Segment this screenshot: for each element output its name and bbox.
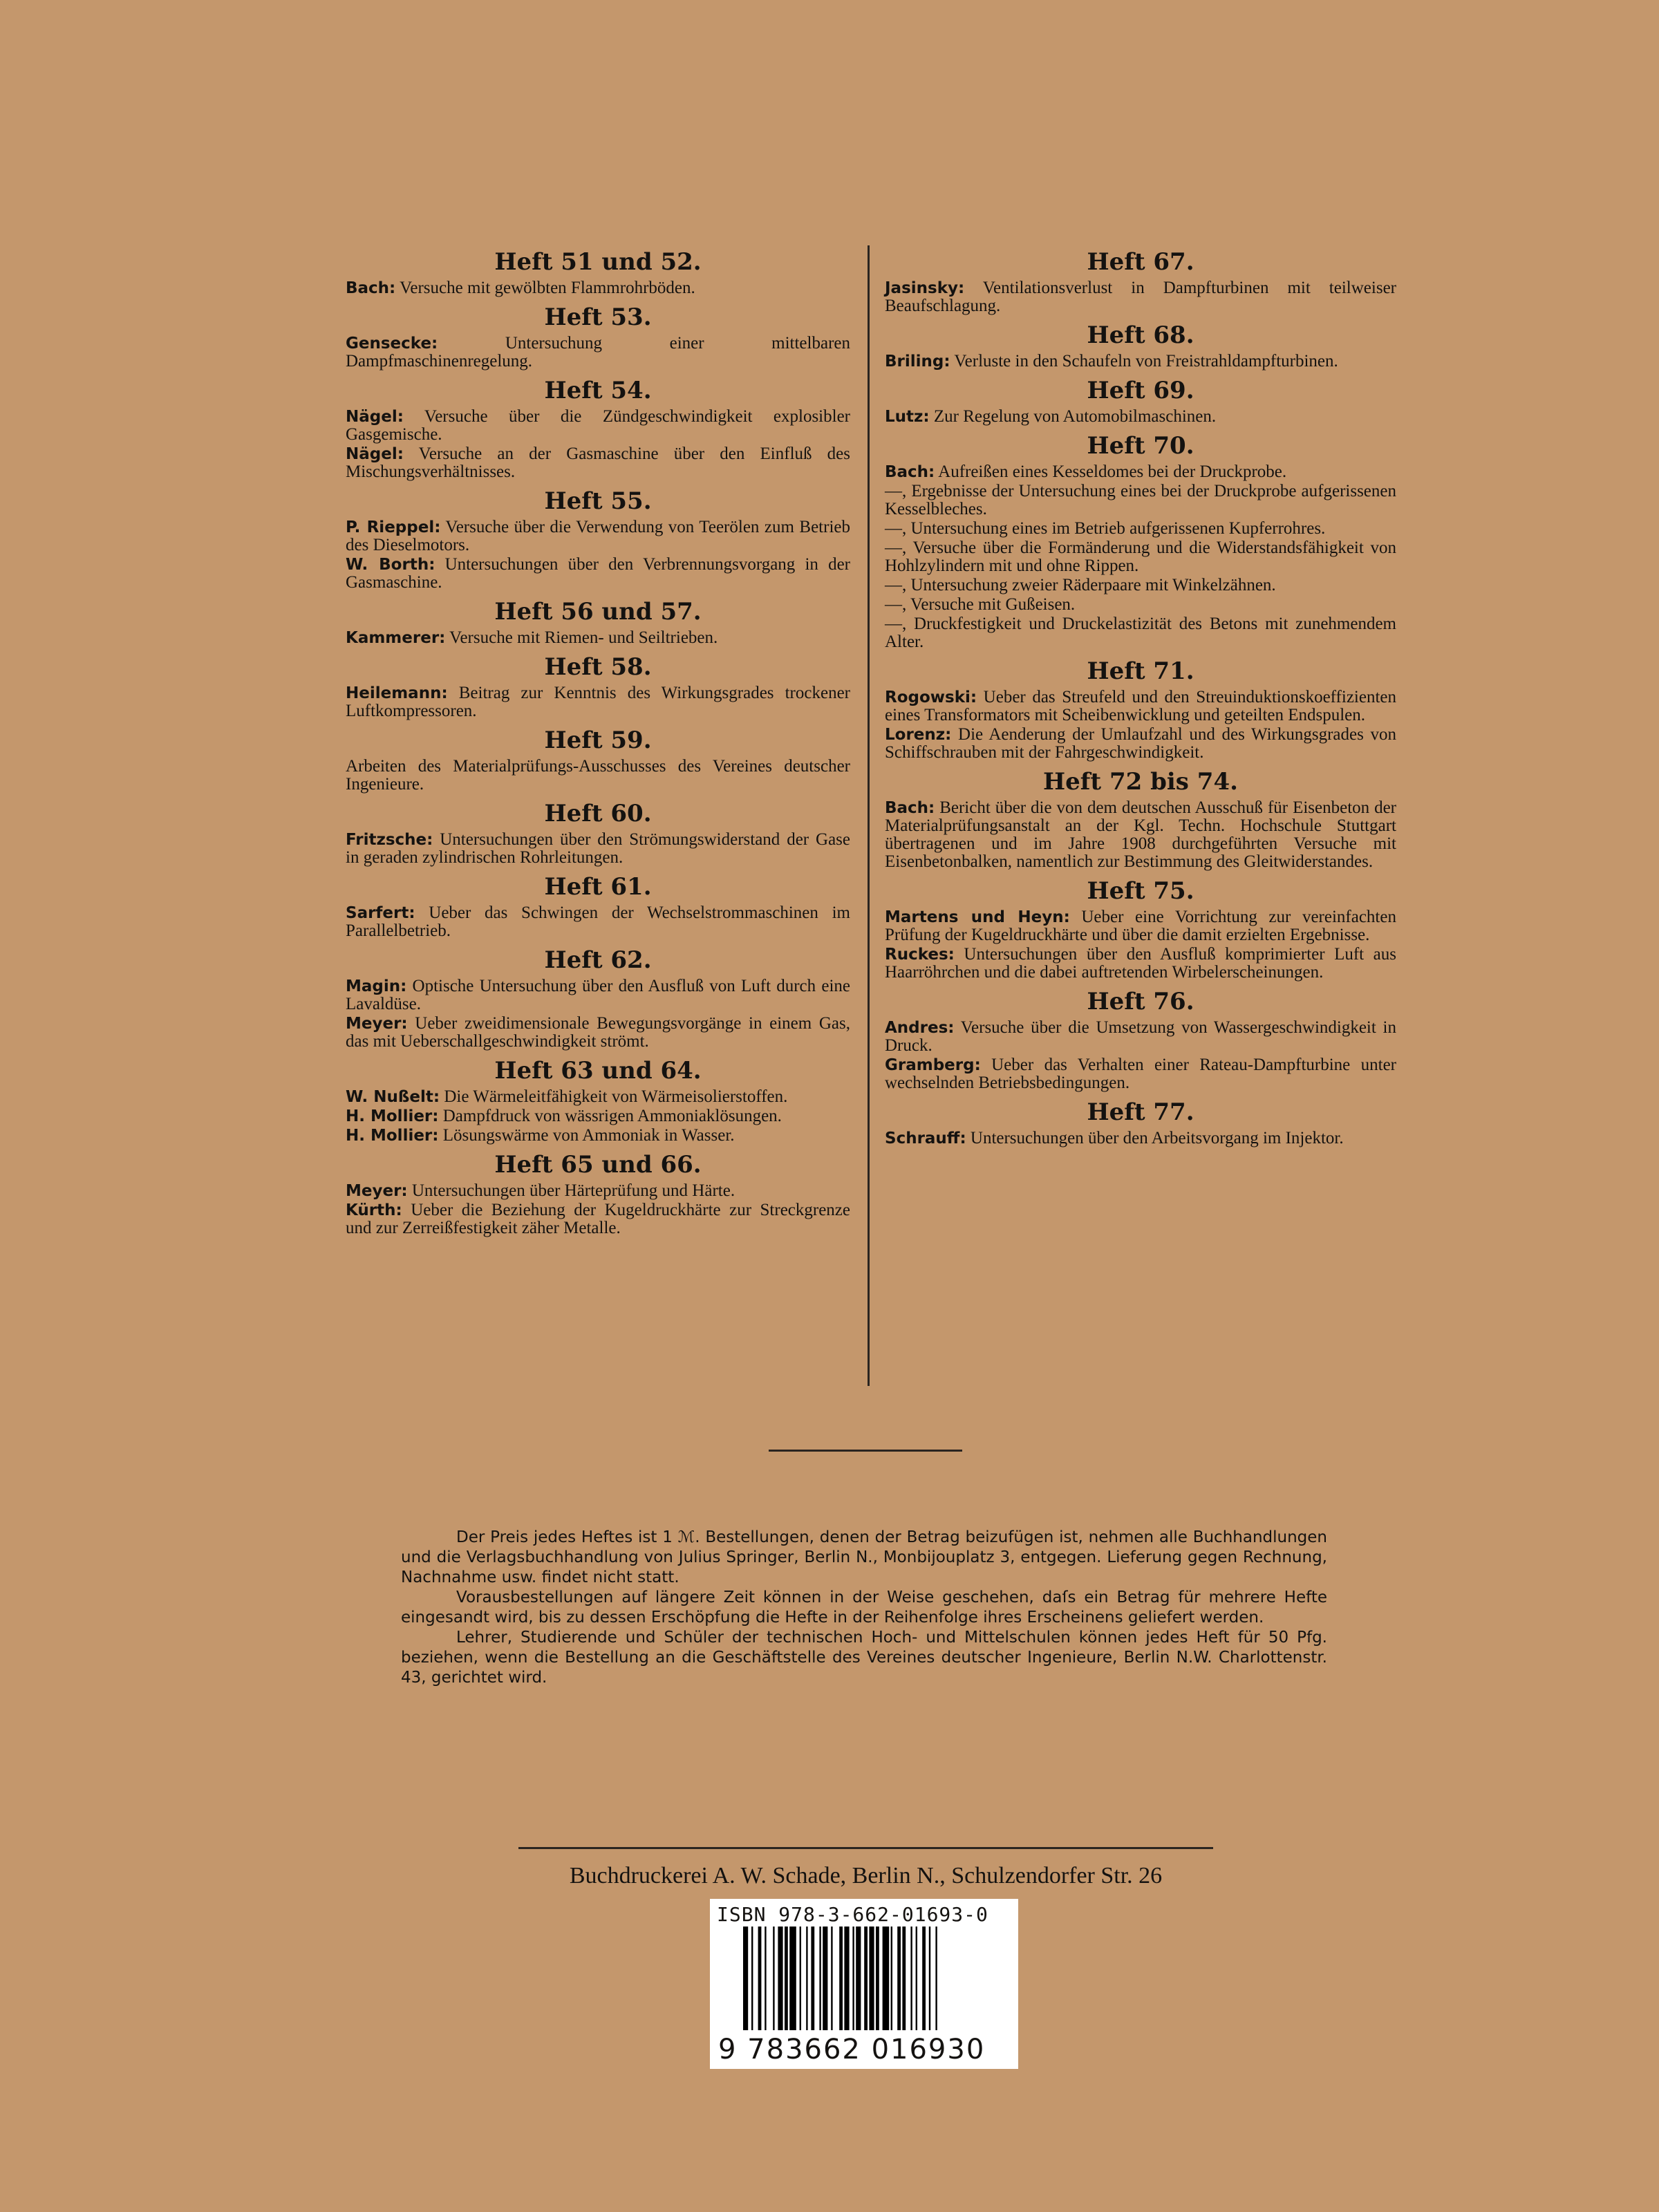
heft-title: Heft 60. [544, 800, 652, 827]
heft-title: Heft 65 und 66. [494, 1151, 702, 1179]
entry-author: Bach: [346, 279, 396, 297]
entry-text: Untersuchungen über den Verbrennungsvorgang in der Gasmaschine. [346, 555, 850, 592]
heft-entry [885, 908, 1396, 944]
entry-text: Lösungswärme von Ammoniak in Wasser. [438, 1126, 735, 1145]
heft-entry [346, 1182, 850, 1200]
barcode-bar [800, 1927, 801, 2030]
heft-title: Heft 77. [1087, 1098, 1194, 1126]
entry-text: Ueber zweidimensionale Bewegungsvorgänge in einem Gas, das mit Ueberschallgeschwindigkeit strömt. [346, 1014, 850, 1051]
barcode-bar [831, 1927, 832, 2030]
entry-text: Versuche an der Gasmaschine über den Einfluß des Mischungsverhältnisses. [346, 444, 850, 481]
entry-text: Ueber das Verhalten einer Rateau-Dampfturbine unter wechselnden Betriebsbedingungen. [885, 1056, 1396, 1092]
entry-author: Ruckes: [885, 946, 955, 964]
heft-title: Heft 56 und 57. [494, 598, 702, 626]
entry-text: Arbeiten des Materialprüfungs-Ausschusses des Vereines deutscher Ingenieure. [346, 757, 850, 794]
entry-author: Heilemann: [346, 684, 448, 702]
heft-entry [346, 758, 850, 794]
entry-author: Jasinsky: [885, 279, 965, 297]
heft-entry [346, 518, 850, 554]
right-column [885, 242, 1396, 1149]
heft-entry [885, 520, 1396, 538]
heft-entry [885, 463, 1396, 481]
entry-author: Nägel: [346, 445, 404, 463]
barcode-bar [844, 1927, 849, 2030]
entry-text: Ueber das Streufeld und den Streuinduktionskoeffizienten eines Transformators mit Scheibenwicklung und geteilten Endspulen. [885, 688, 1396, 724]
entry-author: Bach: [885, 463, 935, 481]
barcode-bar [864, 1927, 868, 2030]
heft-title: Heft 62. [544, 946, 652, 974]
barcode-bar [883, 1927, 890, 2030]
entry-text: Ventilationsverlust in Dampfturbinen mit teilweiser Beaufschlagung. [885, 279, 1396, 315]
barcode-digits: 9 783662 016930 [718, 2034, 986, 2065]
barcode-bar [910, 1927, 912, 2030]
heft-title: Heft 72 bis 74. [1043, 768, 1238, 796]
barcode-bar [811, 1927, 814, 2030]
entry-author: P. Rieppel: [346, 518, 441, 536]
notice-paragraph-price: Der Preis jedes Heftes ist 1 ℳ. Bestellungen, denen der Betrag beizufügen ist, nehmen alle Buchhandlungen und die Verlagsbuchhandlung von Julius Springer, Berlin N., Monbijouplatz 3, entgegen. Lieferung gegen Rechnung, Nachnahme usw. findet nicht statt. [401, 1528, 1327, 1586]
entry-text: Die Wärmeleitfähigkeit von Wärmeisolierstoffen. [440, 1087, 788, 1106]
heft-title: Heft 58. [544, 653, 652, 681]
heft-entry [346, 1107, 850, 1125]
heft-entry [346, 279, 850, 297]
entry-author: Kürth: [346, 1201, 402, 1219]
barcode-bar [852, 1927, 854, 2030]
heft-title: Heft 68. [1087, 321, 1194, 349]
heft-entry [885, 615, 1396, 651]
barcode-bar [916, 1927, 917, 2030]
notice-paragraph-students: Lehrer, Studierende und Schüler der technischen Hoch- und Mittelschulen können jedes Heft für 50 Pfg. beziehen, wenn die Bestellung an die Geschäftstelle des Vereines deutscher Ingenieure, Berlin N.W. Charlottenstr. 43, gerichtet wird. [401, 1629, 1327, 1687]
heft-title: Heft 55. [544, 487, 652, 515]
heft-entry [346, 445, 850, 481]
entry-text: —, Versuche mit Gußeisen. [885, 595, 1076, 614]
heft-entry [346, 977, 850, 1013]
heft-title: Heft 63 und 64. [494, 1057, 702, 1085]
heft-entry [885, 596, 1396, 614]
heft-entry [885, 799, 1396, 871]
entry-author: Meyer: [346, 1182, 408, 1200]
entry-text: Ueber eine Vorrichtung zur vereinfachten Prüfung der Kugeldruckhärte und über die damit erzielten Ergebnisse. [885, 908, 1396, 944]
barcode-bar [922, 1927, 926, 2030]
entry-text: Versuche über die Zündgeschwindigkeit explosibler Gasgemische. [346, 407, 850, 444]
barcode-bar [929, 1927, 930, 2030]
entry-text: Untersuchung einer mittelbaren Dampfmaschinenregelung. [346, 334, 850, 371]
entry-author: Fritzsche: [346, 831, 433, 849]
entry-text: —, Ergebnisse der Untersuchung eines bei der Druckprobe aufgerissenen Kesselbleches. [885, 482, 1396, 518]
heft-title: Heft 59. [544, 727, 652, 754]
heft-entry [346, 408, 850, 444]
entry-author: Lutz: [885, 408, 930, 426]
entry-text: Optische Untersuchung über den Ausfluß von Luft durch eine Lavaldüse. [346, 977, 850, 1013]
entry-text: Ueber das Schwingen der Wechselstrommaschinen im Parallelbetrieb. [346, 903, 850, 940]
heft-entry [346, 1201, 850, 1237]
barcode-bar [778, 1927, 782, 2030]
heft-title: Heft 54. [544, 377, 652, 404]
entry-text: —, Druckfestigkeit und Druckelastizität des Betons mit zunehmendem Alter. [885, 615, 1396, 651]
heft-title: Heft 61. [544, 873, 652, 901]
entry-author: Kammerer: [346, 629, 446, 647]
entry-text: Aufreißen eines Kesseldomes bei der Druckprobe. [935, 462, 1287, 481]
entry-text: —, Untersuchung eines im Betrieb aufgerissenen Kupferrohres. [885, 519, 1326, 538]
section-divider [769, 1450, 962, 1452]
entry-author: Nägel: [346, 408, 404, 426]
heft-entry [885, 279, 1396, 315]
entry-author: Bach: [885, 799, 935, 817]
barcode-bar [856, 1927, 861, 2030]
barcode-bar [935, 1927, 937, 2030]
heft-entry [885, 353, 1396, 371]
isbn-label: ISBN 978-3-662-01693-0 [717, 1903, 988, 1926]
heft-title: Heft 53. [544, 303, 652, 331]
entry-text: Verluste in den Schaufeln von Freistrahldampfturbinen. [950, 352, 1338, 371]
entry-text: Versuche über die Verwendung von Teerölen zum Betrieb des Dieselmotors. [346, 518, 850, 554]
barcode-bar [891, 1927, 892, 2030]
heft-title: Heft 70. [1087, 432, 1194, 460]
entry-text: Versuche mit Riemen- und Seiltrieben. [445, 628, 718, 647]
heft-entry [346, 904, 850, 940]
heft-entry [346, 629, 850, 647]
notice-paragraph-preorder: Vorausbestellungen auf längere Zeit können in der Weise geschehen, daſs ein Betrag für mehrere Hefte eingesandt wird, bis zu dessen Erschöpfung die Hefte in der Reihenfolge ihres Erscheinens geliefert werden. [401, 1588, 1327, 1627]
heft-entry [885, 946, 1396, 982]
barcode-bar [823, 1927, 827, 2030]
entry-text: Untersuchungen über Härteprüfung und Härte. [407, 1181, 735, 1200]
barcode-bar [765, 1927, 766, 2030]
heft-title: Heft 71. [1087, 657, 1194, 685]
entry-author: Schrauff: [885, 1130, 966, 1147]
ordering-notice [401, 1528, 1327, 1688]
heft-entry [346, 335, 850, 371]
heft-title: Heft 69. [1087, 377, 1194, 404]
barcode-bar [897, 1927, 901, 2030]
heft-entry [346, 1127, 850, 1145]
barcode-bar [806, 1927, 807, 2030]
entry-text: Zur Regelung von Automobilmaschinen. [929, 407, 1217, 426]
heft-entry [346, 1088, 850, 1106]
entry-author: W. Nußelt: [346, 1088, 440, 1106]
entry-author: Andres: [885, 1019, 955, 1037]
entry-author: Gensecke: [346, 335, 438, 353]
barcode-bar [751, 1927, 753, 2030]
printer-imprint: Buchdruckerei A. W. Schade, Berlin N., Schulzendorfer Str. 26 [569, 1863, 1163, 1888]
entry-author: Rogowski: [885, 688, 977, 706]
entry-text: Ueber die Beziehung der Kugeldruckhärte zur Streckgrenze und zur Zerreißfestigkeit zäher Metalle. [346, 1201, 850, 1237]
left-column [346, 242, 850, 1239]
entry-author: Magin: [346, 977, 407, 995]
barcode-bar [743, 1927, 748, 2030]
entry-text: —, Versuche über die Formänderung und die Widerstandsfähigkeit von Hohlzylindern mit und ohne Rippen. [885, 538, 1396, 575]
heft-entry [346, 684, 850, 720]
entry-author: H. Mollier: [346, 1127, 439, 1145]
entry-text: Dampfdruck von wässrigen Ammoniaklösungen. [438, 1107, 782, 1125]
isbn-barcode [710, 1899, 1018, 2069]
barcode-bar [773, 1927, 774, 2030]
heft-entry [885, 726, 1396, 762]
barcode-bar [876, 1927, 879, 2030]
heft-entry [346, 1015, 850, 1051]
entry-author: Lorenz: [885, 726, 952, 744]
entry-text: Beitrag zur Kenntnis des Wirkungsgrades trockener Luftkompressoren. [346, 684, 850, 720]
heft-entry [885, 482, 1396, 518]
barcode-bar [789, 1927, 796, 2030]
entry-author: Gramberg: [885, 1056, 981, 1074]
entry-text: Untersuchungen über den Ausfluß komprimierter Luft aus Haarröhrchen und die dabei auftretenden Wirbelerscheinungen. [885, 945, 1396, 982]
entry-text: Versuche mit gewölbten Flammrohrböden. [395, 279, 695, 297]
barcode-bar [902, 1927, 906, 2030]
column-divider [868, 245, 870, 1386]
heft-entry [885, 408, 1396, 426]
entry-text: Untersuchungen über den Arbeitsvorgang im Injektor. [966, 1129, 1344, 1147]
entry-author: Martens und Heyn: [885, 908, 1070, 926]
barcode-bar [758, 1927, 762, 2030]
entry-author: Briling: [885, 353, 950, 371]
heft-entry [885, 539, 1396, 575]
barcode-bar [785, 1927, 788, 2030]
heft-entry [885, 577, 1396, 594]
heft-entry [885, 1056, 1396, 1092]
barcode-bars [743, 1927, 999, 2050]
entry-text: —, Untersuchung zweier Räderpaare mit Winkelzähnen. [885, 576, 1276, 594]
heft-entry [885, 1130, 1396, 1147]
heft-entry [346, 556, 850, 592]
heft-title: Heft 75. [1087, 877, 1194, 905]
entry-author: Sarfert: [346, 904, 415, 922]
heft-entry [346, 831, 850, 867]
barcode-bar [839, 1927, 843, 2030]
barcode-bar [819, 1927, 821, 2030]
barcode-bar [869, 1927, 874, 2030]
footer-divider [518, 1847, 1213, 1849]
entry-text: Untersuchungen über den Strömungswiderstand der Gase in geraden zylindrischen Rohrleitungen. [346, 830, 850, 867]
entry-author: Meyer: [346, 1015, 408, 1033]
heft-title: Heft 67. [1087, 248, 1194, 276]
heft-title: Heft 51 und 52. [494, 248, 702, 276]
entry-text: Versuche über die Umsetzung von Wassergeschwindigkeit in Druck. [885, 1018, 1396, 1055]
heft-entry [885, 1019, 1396, 1055]
entry-text: Die Aenderung der Umlaufzahl und des Wirkungsgrades von Schiffschrauben mit der Fahrgeschwindigkeit. [885, 725, 1396, 762]
heft-entry [885, 688, 1396, 724]
entry-text: Bericht über die von dem deutschen Ausschuß für Eisenbeton der Materialprüfungsanstalt an der Kgl. Techn. Hochschule Stuttgart übertragenen und im Jahre 1908 durchgeführten Versuche mit Eisenbetonbalken, namentlich zur Bestimmung des Gleitwiderstandes. [885, 798, 1396, 871]
heft-title: Heft 76. [1087, 988, 1194, 1015]
entry-author: W. Borth: [346, 556, 435, 574]
entry-author: H. Mollier: [346, 1107, 439, 1125]
